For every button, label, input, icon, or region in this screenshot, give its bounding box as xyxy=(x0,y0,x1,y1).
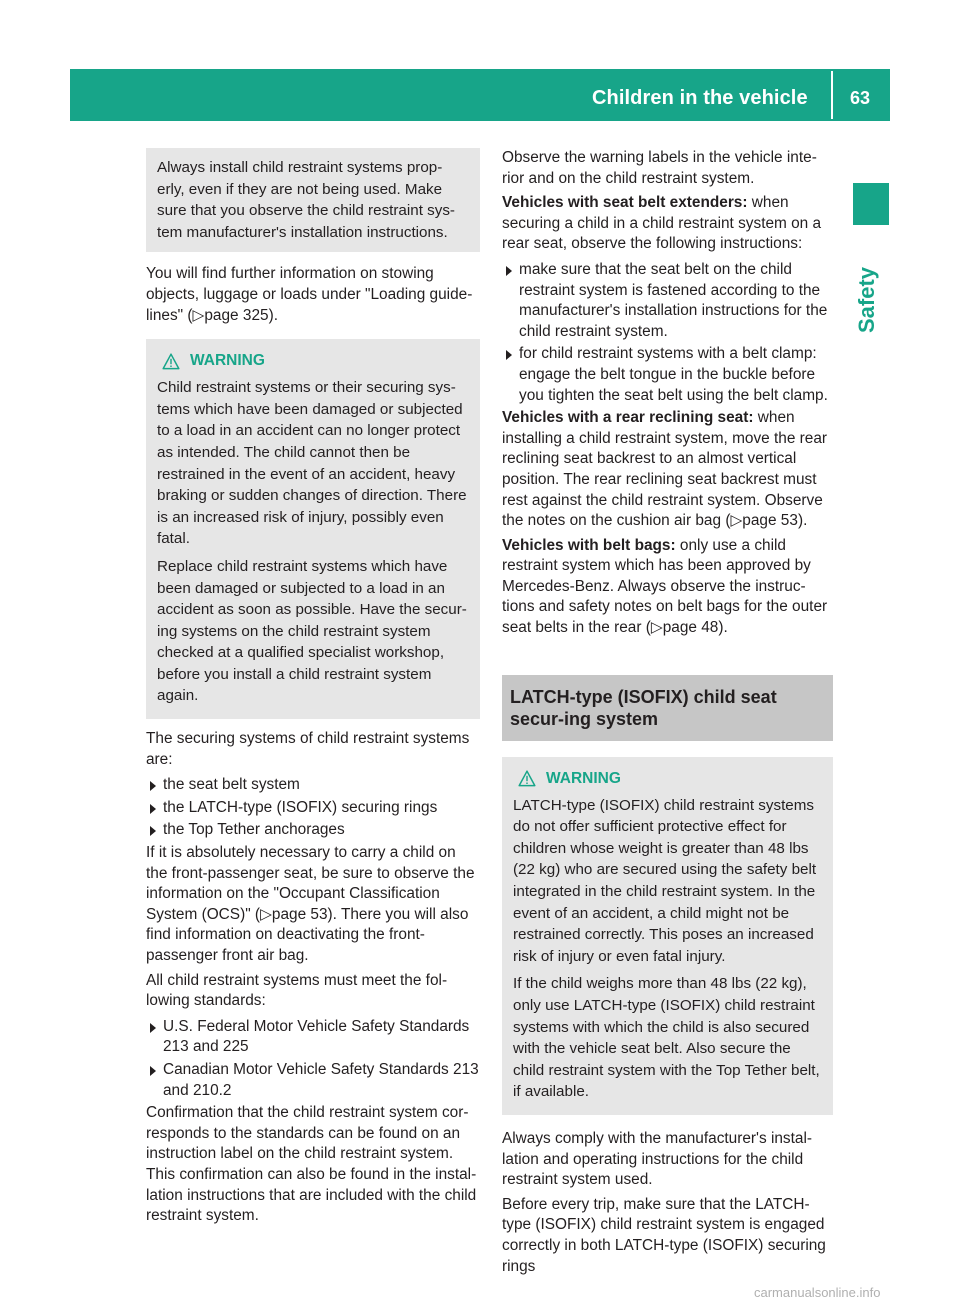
page-ref-link[interactable]: page 53 xyxy=(271,905,328,923)
confirmation-text: Confirmation that the child restraint system cor-responds to the standards can be found on an instruction label on the child restraint system. This confirmation can also be found in the instal-lation instructions that are included with the child restraint system. xyxy=(146,1104,477,1225)
warning-header xyxy=(157,351,472,371)
page-ref-arrow-icon: ▷ xyxy=(650,619,663,637)
list-item: U.S. Federal Motor Vehicle Safety Standards 213 and 225 xyxy=(146,1017,480,1058)
install-note-text: Always install child restraint systems prop- erly, even if they are not being used. Make sure that you observe the child restraint sys- tem manufacturer's installation instructions. xyxy=(157,159,455,241)
rear-reclining-text xyxy=(502,408,833,532)
list-item: the LATCH-type (ISOFIX) securing rings xyxy=(146,798,480,819)
stowing-info xyxy=(146,264,480,326)
belt-extenders-body: when securing a child in a child restraint system on a rear seat, observe the following instructions: xyxy=(502,194,822,253)
watermark: carmanualsonline.info xyxy=(754,1285,881,1300)
page-ref-link[interactable]: page 53 xyxy=(742,512,798,530)
right-column xyxy=(502,148,833,1277)
front-passenger-text: If it is absolutely necessary to carry a child on the front-passenger seat, be sure to observe the information on the "Occupant Classification System (OCS)" ( xyxy=(146,844,475,923)
list-item: Canadian Motor Vehicle Safety Standards 213 and 210.2 xyxy=(146,1060,480,1101)
rear-reclining-lead: Vehicles with a rear reclining seat: xyxy=(502,409,754,427)
rear-reclining-end: ). xyxy=(797,512,808,530)
page-ref-link[interactable]: page 325 xyxy=(204,306,269,324)
warning-paragraph: If the child weighs more than 48 lbs (22 kg), only use LATCH-type (ISOFIX) child restraint systems with which the child is also secured with the vehicle seat belt. Also secure the child restraint system with the Top Tether belt, if available. xyxy=(513,975,820,1101)
page-ref-link[interactable]: page 48 xyxy=(662,619,719,637)
page-title: Children in the vehicle xyxy=(592,87,808,109)
warning-triangle-icon xyxy=(518,770,536,787)
list-item: for child restraint systems with a belt clamp: engage the belt tongue in the buckle before you tighten the seat belt using the belt clamp. xyxy=(502,344,833,406)
belt-bags-body: only use a child restraint system which has been approved by Mercedes-Benz. Always observe the instruc-tions and safety notes on belt bags for the outer seat belts in the rear ( xyxy=(502,536,828,637)
rear-reclining-body: when installing a child restraint system, move the rear reclining seat backrest to an almost vertical position. The rear reclining seat backrest must rest against the child restraint system. Observe the notes on the cushion air bag ( xyxy=(502,409,828,530)
section-tab-marker xyxy=(853,183,889,225)
observe-labels-text: Observe the warning labels in the vehicle inte-rior and on the child restraint system. xyxy=(502,149,817,187)
belt-bags-end: ). xyxy=(718,619,728,637)
warning-paragraph: Replace child restraint systems which have been damaged or subjected to a load in an accident as soon as possible. Have the secur-ing systems on the child restraint system checked at a qualified specialist workshop, before you install a child restraint system again. xyxy=(157,557,467,705)
install-note xyxy=(146,148,480,252)
stowing-info-text: You will find further information on stowing objects, luggage or loads under "Loading guide-lines" ( xyxy=(146,265,473,324)
belt-bags-text xyxy=(502,536,833,639)
securing-list xyxy=(146,775,480,841)
page-ref-arrow-icon: ▷ xyxy=(192,306,205,324)
front-passenger-info xyxy=(146,843,480,967)
belt-extenders-text xyxy=(502,193,833,255)
warning-box-1 xyxy=(146,339,480,719)
warning-paragraph: LATCH-type (ISOFIX) child restraint systems do not offer sufficient protective effect for children whose weight is greater than 48 lbs (22 kg) who are secured using the safety belt integrated in the child restraint system. In the event of an accident, a child might not be restrained correctly. This poses an increased risk of injury or even fatal injury. xyxy=(513,796,817,965)
warning-paragraph: Child restraint systems or their securing sys-tems which have been damaged or subjected to a load in an accident can no longer protect as intended. The child cannot then be restrained in the event of an accident, heavy braking or sudden changes of direction. There is an increased risk of injury, possibly even fatal. xyxy=(157,379,467,548)
left-column xyxy=(146,148,480,1227)
list-item: the seat belt system xyxy=(146,775,480,796)
list-item: the Top Tether anchorages xyxy=(146,820,480,841)
standards-intro: All child restraint systems must meet the fol-lowing standards: xyxy=(146,971,448,1010)
header-divider xyxy=(831,71,833,119)
stowing-info-end: ). xyxy=(268,306,278,324)
list-item: make sure that the seat belt on the child restraint system is fastened according to the manufacturer's installation instructions for the child restraint system. xyxy=(502,260,833,342)
warning-box-2 xyxy=(502,757,833,1115)
comply-text: Always comply with the manufacturer's instal-lation and operating instructions for the child restraint system used. xyxy=(502,1129,813,1189)
page-ref-arrow-icon: ▷ xyxy=(260,905,272,923)
warning-header xyxy=(513,769,825,789)
standards-list xyxy=(146,1017,480,1101)
section-heading: LATCH-type (ISOFIX) child seat secur-ing system xyxy=(502,675,833,741)
extender-list xyxy=(502,260,833,406)
warning-triangle-icon xyxy=(162,353,180,370)
belt-extenders-lead: Vehicles with seat belt extenders: xyxy=(502,194,748,212)
belt-bags-lead: Vehicles with belt bags: xyxy=(502,536,676,554)
warning-label: WARNING xyxy=(190,352,265,370)
front-passenger-text-end: ). There you will also find information on deactivating the front-passenger front air bag. xyxy=(146,905,469,964)
page-ref-arrow-icon: ▷ xyxy=(730,512,743,530)
before-trip-text: Before every trip, make sure that the LATCH-type (ISOFIX) child restraint system is engaged correctly in both LATCH-type (ISOFIX) securing rings xyxy=(502,1195,826,1275)
page-number: 63 xyxy=(850,88,871,108)
section-side-label-text: Safety xyxy=(854,266,879,333)
securing-intro: The securing systems of child restraint systems are: xyxy=(146,730,470,768)
warning-label: WARNING xyxy=(546,769,621,787)
